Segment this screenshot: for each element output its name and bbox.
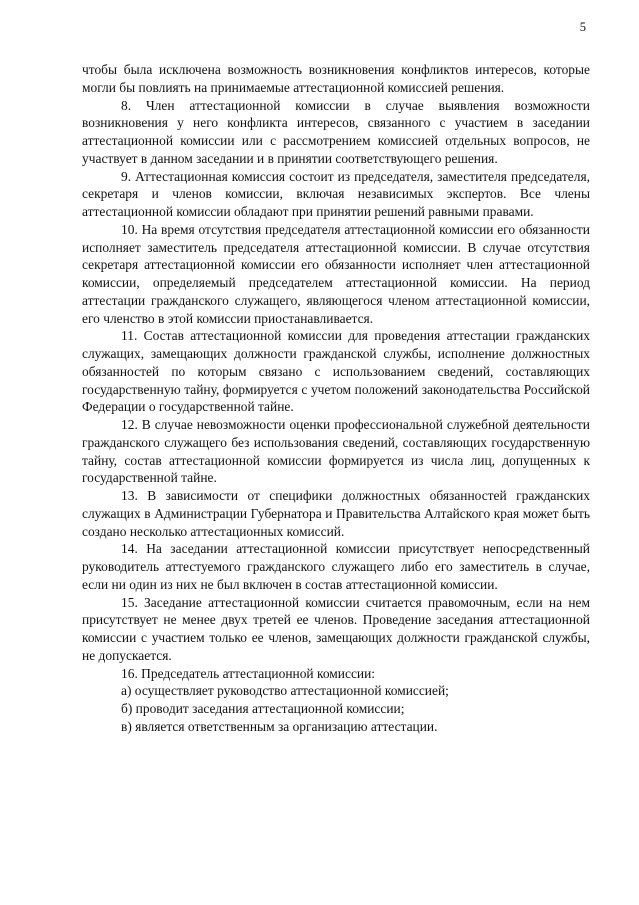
list-item-b: б) проводит заседания аттестационной комиссии; xyxy=(121,701,405,716)
paragraph-8: 8. Член аттестационной комиссии в случае выявления возможности возникновения у него конфликта интересов, связанного с участием в заседании аттестационной комиссии или с рассмотрением комиссией отдельных вопросов, не участвует в данном заседании и в принятии соответствующего решения. xyxy=(82,97,590,166)
document-body xyxy=(82,61,590,736)
paragraph-11: 11. Состав аттестационной комиссии для проведения аттестации гражданских служащих, замещающих должности гражданской службы, исполнение должностных обязанностей по которым связано с использованием сведений, составляющих государственную тайну, формируется с учетом положений законодательства Российской Федерации о государственной тайне. xyxy=(82,328,590,415)
paragraph-10: 10. На время отсутствия председателя аттестационной комиссии его обязанности исполняет заместитель председателя аттестационной комиссии. В случае отсутствия секретаря аттестационной комиссии его обязанности исполняет член аттестационной комиссии, определяемый председателем аттестационной комиссии. На период аттестации гражданского служащего, являющегося членом аттестационной комиссии, его членство в этой комиссии приостанавливается. xyxy=(82,221,590,326)
paragraph-12: 12. В случае невозможности оценки профессиональной служебной деятельности гражданского служащего без использования сведений, составляющих государственную тайну, состав аттестационной комиссии формируется из числа лиц, допущенных к государственной тайне. xyxy=(82,417,590,486)
paragraph-13: 13. В зависимости от специфики должностных обязанностей гражданских служащих в Администрации Губернатора и Правительства Алтайского края может быть создано несколько аттестационных комиссий. xyxy=(82,488,590,539)
paragraph-9: 9. Аттестационная комиссия состоит из председателя, заместителя председателя, секретаря и членов комиссии, включая независимых экспертов. Все члены аттестационной комиссии обладают при принятии решений равными правами. xyxy=(82,168,590,219)
page-number: 5 xyxy=(579,20,586,34)
paragraph-15: 15. Заседание аттестационной комиссии считается правомочным, если на нем присутствует не менее двух третей ее членов. Проведение заседания аттестационной комиссии с участием только ее членов, замещающих должности гражданской службы, не допускается. xyxy=(82,594,590,663)
paragraph-16: 16. Председатель аттестационной комиссии: xyxy=(121,665,376,681)
list-item-a: а) осуществляет руководство аттестационной комиссией; xyxy=(121,683,449,699)
paragraph-14: 14. На заседании аттестационной комиссии присутствует непосредственный руководитель аттестуемого гражданского служащего либо его заместитель в случае, если ни один из них не был включен в состав аттестационной комиссии. xyxy=(82,541,590,592)
list-item-v: в) является ответственным за организацию аттестации. xyxy=(121,718,438,734)
paragraph-continuation: чтобы была исключена возможность возникновения конфликтов интересов, которые могли бы повлиять на принимаемые аттестационной комиссией решения. xyxy=(82,62,590,95)
